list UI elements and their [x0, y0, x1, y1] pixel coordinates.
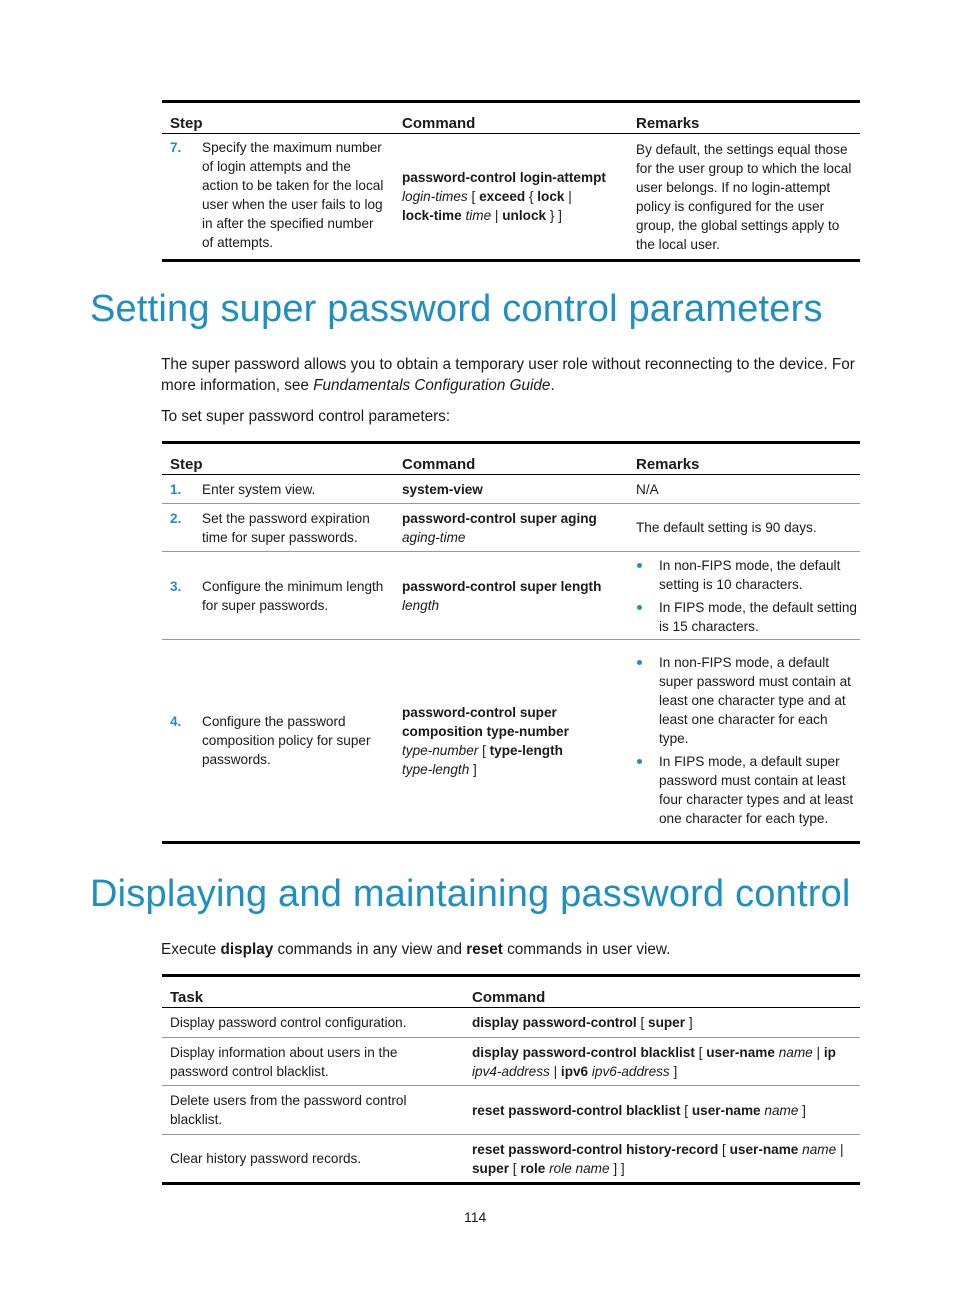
- table-row: [162, 1038, 860, 1086]
- column-header-remarks: Remarks: [636, 115, 700, 132]
- column-header-step: Step: [170, 115, 203, 132]
- step-description: Enter system view.: [202, 481, 316, 497]
- column-header-command: Command: [402, 456, 476, 473]
- step-number: 4.: [170, 714, 182, 729]
- task-cell: Delete users from the password control blacklist.: [170, 1093, 407, 1127]
- lead-in-paragraph: To set super password control parameters:: [161, 408, 451, 425]
- remarks-cell: The default setting is 90 days.: [636, 520, 817, 535]
- table-row: [162, 1135, 860, 1184]
- remarks-cell: [628, 640, 860, 843]
- remarks-cell: By default, the settings equal those for the user group to which the local user belongs. If no login-attempt policy is configured for the user group, the global settings apply to the local user.: [636, 142, 852, 252]
- column-header-command: Command: [402, 115, 476, 132]
- step-description: Set the password expiration time for super passwords.: [202, 510, 370, 545]
- guide-reference: Fundamentals Configuration Guide: [313, 377, 551, 394]
- command-cell: password-control login-attempt login-times [ exceed { lock | lock-time time | unlock } ]: [402, 170, 606, 223]
- table-row: [162, 1008, 860, 1038]
- step-number: 2.: [170, 510, 182, 526]
- command-cell: password-control super length length: [402, 578, 602, 613]
- remarks-list: [636, 556, 860, 636]
- section-heading: Setting super password control parameters: [90, 288, 823, 330]
- command-cell: password-control super composition type-number type-number [ type-length type-length ]: [402, 704, 569, 777]
- super-password-table: [162, 441, 860, 844]
- remarks-cell: [628, 552, 860, 640]
- remarks-cell: N/A: [636, 481, 659, 497]
- reset-keyword: reset: [466, 941, 503, 958]
- column-header-task: Task: [170, 989, 204, 1006]
- list-item: In non-FIPS mode, the default setting is 10 characters.: [636, 556, 860, 594]
- table-row: [162, 552, 860, 640]
- column-header-remarks: Remarks: [636, 456, 700, 473]
- table-row: [162, 504, 860, 552]
- table-row: [162, 1086, 860, 1135]
- command-cell: display password-control blacklist [ user-name name | ip ipv4-address | ipv6 ipv6-address ]: [472, 1044, 836, 1079]
- display-maintain-table: [162, 974, 860, 1185]
- table-row: [162, 475, 860, 504]
- step-description: Configure the minimum length for super passwords.: [202, 578, 384, 613]
- remarks-list: [636, 653, 860, 828]
- command-text: password-control login-attempt: [402, 170, 606, 185]
- task-cell: Clear history password records.: [170, 1151, 362, 1166]
- list-item: In FIPS mode, the default setting is 15 characters.: [636, 598, 860, 636]
- step-number: 3.: [170, 578, 182, 594]
- column-header-command: Command: [472, 989, 546, 1006]
- display-keyword: display: [220, 941, 274, 958]
- list-item: In non-FIPS mode, a default super password must contain at least one character type and at least one character for each type.: [636, 653, 860, 748]
- table-row: [162, 640, 860, 843]
- command-cell: password-control super aging aging-time: [402, 510, 597, 545]
- login-attempt-table: [162, 100, 860, 262]
- table-row: [162, 134, 860, 261]
- task-cell: Display password control configuration.: [170, 1015, 407, 1030]
- command-cell: system-view: [402, 481, 483, 497]
- page-number: 114: [464, 1209, 487, 1225]
- step-description: Specify the maximum number of login attempts and the action to be taken for the local user when the user fails to log in after the specified number of attempts.: [202, 140, 384, 250]
- list-item: In FIPS mode, a default super password must contain at least four character types and at least one character for each type.: [636, 752, 860, 828]
- section-heading: Displaying and maintaining password control: [90, 873, 851, 915]
- column-header-step: Step: [170, 456, 203, 473]
- step-description: Configure the password composition policy for super passwords.: [202, 714, 371, 767]
- task-cell: Display information about users in the password control blacklist.: [170, 1044, 398, 1079]
- command-cell: reset password-control history-record [ user-name name | super [ role role name ] ]: [472, 1141, 844, 1176]
- command-cell: display password-control [ super ]: [472, 1015, 693, 1030]
- intro-paragraph: Execute display commands in any view and reset commands in user view.: [161, 941, 671, 958]
- step-number: 7.: [170, 140, 182, 155]
- command-cell: reset password-control blacklist [ user-name name ]: [472, 1102, 806, 1118]
- step-number: 1.: [170, 481, 182, 497]
- intro-paragraph: The super password allows you to obtain a temporary user role without reconnecting to the device. For more information, see Fundamentals Configuration Guide.: [161, 356, 855, 394]
